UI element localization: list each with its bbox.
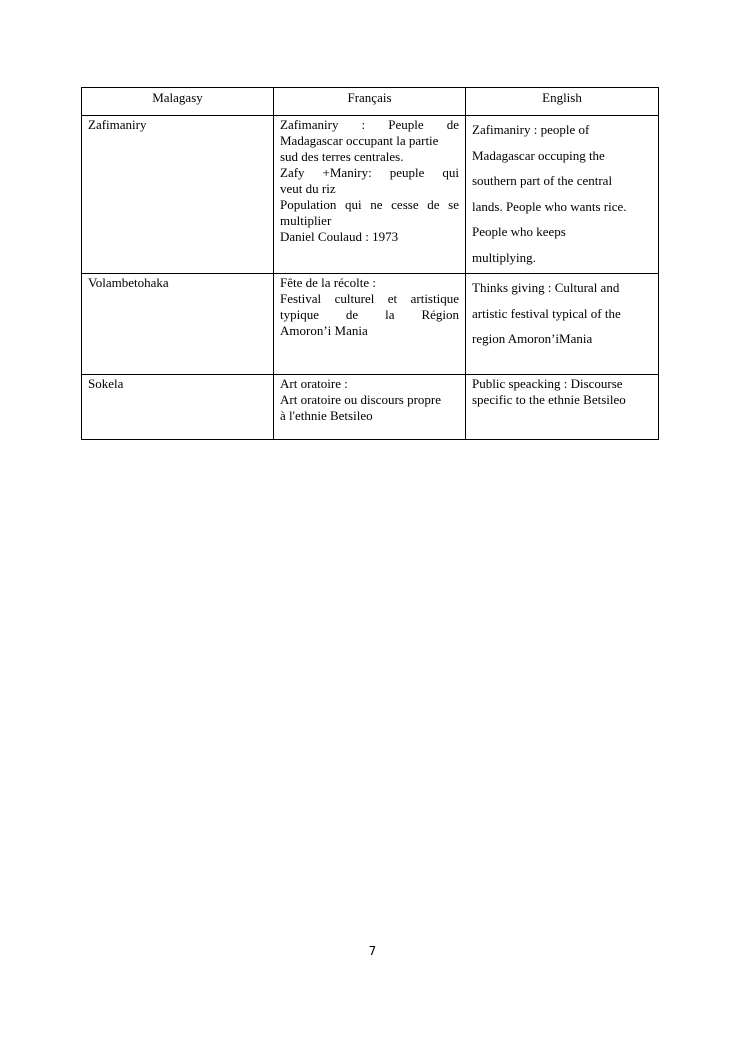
fr-line: Art oratoire : [280,376,348,391]
cell-malagasy [82,375,274,440]
cell-english [466,375,659,440]
fr-line: Zafy +Maniry: peuple qui [280,165,459,180]
en-line: Public speacking : Discourse [472,376,623,391]
fr-line: multiplier [280,213,332,228]
fr-line: Zafimaniry : Peuple de [280,117,459,132]
fr-line: à l'ethnie Betsileo [280,408,373,423]
fr-line: Population qui ne cesse de se [280,197,459,212]
en-line: People who keeps [472,224,566,239]
fr-line: typique de la Région [280,307,459,322]
cell-francais [274,375,466,440]
fr-line: Amoron’i Mania [280,323,368,338]
table-row [82,274,659,375]
table-row [82,375,659,440]
en-line: Thinks giving : Cultural and [472,280,620,295]
en-line: Zafimaniry : people of [472,122,590,137]
en-line: multiplying. [472,249,536,265]
page-number: 7 [368,944,377,958]
glossary-table [81,87,659,440]
cell-english [466,274,659,375]
cell-malagasy [82,274,274,375]
fr-line: Art oratoire ou discours propre [280,392,442,407]
fr-line: Daniel Coulaud : 1973 [280,229,399,244]
fr-line: Fête de la récolte : [280,275,377,290]
cell-english [466,116,659,274]
fr-line: Festival culturel et artistique [280,291,459,306]
cell-francais [274,274,466,375]
en-line: Madagascar occuping the [472,147,605,163]
table-row [82,116,659,274]
header-malagasy: Malagasy [82,88,274,116]
en-line: artistic festival typical of the [472,305,621,321]
term-zafimaniry: Zafimaniry [88,117,147,132]
header-english: English [466,88,659,116]
en-line: lands. People who wants rice. [472,198,627,214]
table-header-row [82,88,659,116]
en-line: specific to the ethnie Betsileo [472,392,626,407]
term-volambetohaka: Volambetohaka [88,275,169,290]
en-line: southern part of the central [472,173,613,188]
fr-line: sud des terres centrales. [280,149,404,164]
fr-line: Madagascar occupant la partie [280,133,439,148]
en-line: region Amoron’iMania [472,331,593,346]
header-francais: Français [274,88,466,116]
cell-francais [274,116,466,274]
cell-malagasy [82,116,274,274]
fr-line: veut du riz [280,181,336,196]
term-sokela: Sokela [88,376,124,391]
